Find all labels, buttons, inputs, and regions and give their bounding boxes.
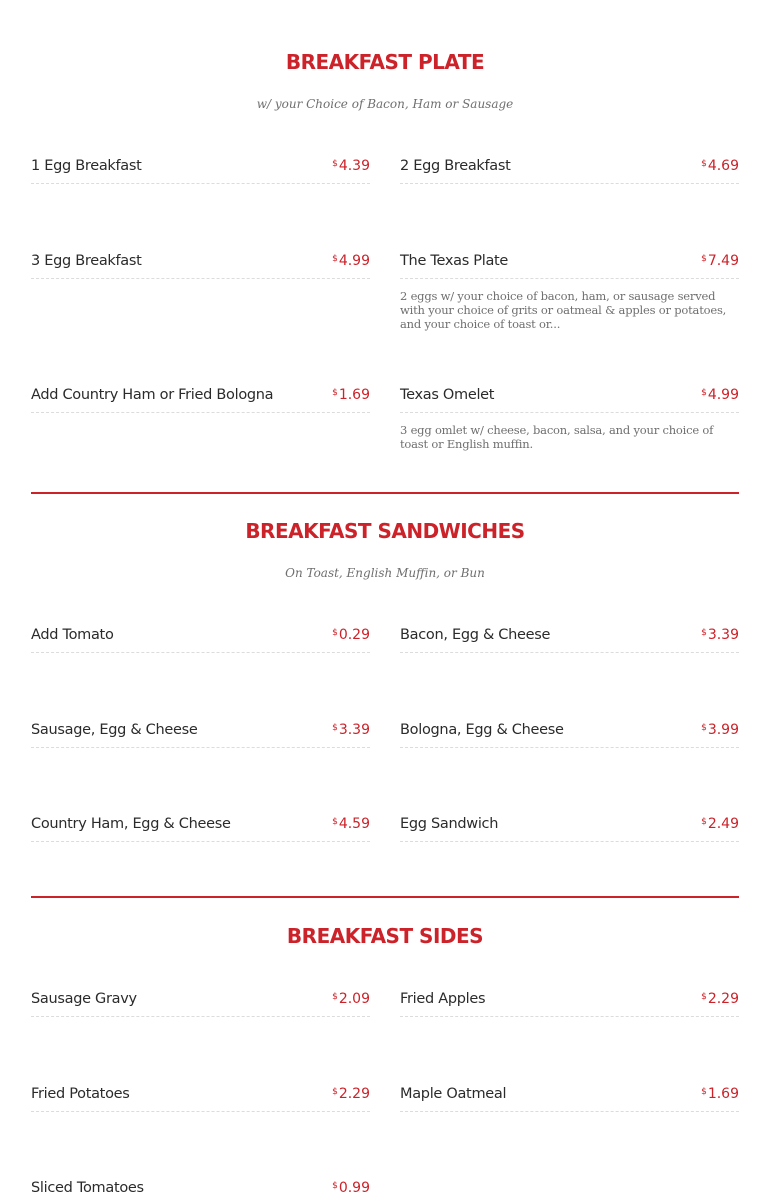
menu-item[interactable] <box>31 155 370 184</box>
item-description: 2 eggs w/ your choice of bacon, ham, or sausage served with your choice of grits or oatmeal & apples or potatoes, and your choice of toast or... <box>400 289 727 331</box>
currency-symbol: $ <box>332 388 338 398</box>
item-price: $4.99 <box>332 253 370 269</box>
currency-symbol: $ <box>332 817 338 827</box>
item-price: $4.69 <box>701 158 739 174</box>
menu-item[interactable] <box>400 384 739 451</box>
item-name: Add Tomato <box>31 627 114 643</box>
currency-symbol: $ <box>701 254 707 264</box>
currency-symbol: $ <box>701 388 707 398</box>
item-description: 3 egg omlet w/ cheese, bacon, salsa, and your choice of toast or English muffin. <box>400 423 714 451</box>
item-price: $0.29 <box>332 627 370 643</box>
section-title: BREAKFAST SIDES <box>286 924 484 948</box>
menu-item[interactable] <box>400 624 739 653</box>
currency-symbol: $ <box>332 628 338 638</box>
menu-item[interactable] <box>400 155 739 184</box>
currency-symbol: $ <box>332 1181 338 1191</box>
menu-item[interactable] <box>31 624 370 653</box>
menu-item[interactable] <box>400 719 739 748</box>
section-divider <box>31 896 739 898</box>
item-name: Sliced Tomatoes <box>31 1180 144 1192</box>
menu-item[interactable] <box>31 719 370 748</box>
currency-symbol: $ <box>701 159 707 169</box>
currency-symbol: $ <box>701 817 707 827</box>
item-price: $2.49 <box>701 816 739 832</box>
item-name: 3 Egg Breakfast <box>31 253 142 269</box>
item-name: Country Ham, Egg & Cheese <box>31 816 231 832</box>
item-name: The Texas Plate <box>400 253 509 269</box>
currency-symbol: $ <box>332 254 338 264</box>
menu-item[interactable] <box>400 813 739 842</box>
section-title: BREAKFAST SANDWICHES <box>245 519 525 543</box>
section-title: BREAKFAST PLATE <box>285 50 485 74</box>
menu-item[interactable] <box>400 1083 739 1112</box>
item-price: $1.69 <box>332 387 370 403</box>
item-price: $2.29 <box>701 991 739 1007</box>
item-price: $3.39 <box>332 722 370 738</box>
item-price: $2.09 <box>332 991 370 1007</box>
item-price: $1.69 <box>701 1086 739 1102</box>
currency-symbol: $ <box>701 1087 707 1097</box>
currency-symbol: $ <box>332 159 338 169</box>
item-name: Maple Oatmeal <box>400 1086 507 1102</box>
menu-item[interactable] <box>31 384 370 413</box>
section-subtitle: w/ your Choice of Bacon, Ham or Sausage <box>256 97 514 111</box>
item-name: Fried Apples <box>400 991 486 1007</box>
item-name: Bacon, Egg & Cheese <box>400 627 551 643</box>
menu-item[interactable] <box>400 250 739 331</box>
menu-item[interactable] <box>31 988 370 1017</box>
item-name: 1 Egg Breakfast <box>31 158 142 174</box>
item-name: Sausage Gravy <box>31 991 137 1007</box>
item-price: $4.39 <box>332 158 370 174</box>
menu-item[interactable] <box>31 1177 370 1192</box>
section-divider <box>31 492 739 494</box>
item-name: Texas Omelet <box>400 387 495 403</box>
item-name: Bologna, Egg & Cheese <box>400 722 564 738</box>
currency-symbol: $ <box>332 723 338 733</box>
currency-symbol: $ <box>701 628 707 638</box>
section-subtitle: On Toast, English Muffin, or Bun <box>285 566 485 580</box>
item-price: $7.49 <box>701 253 739 269</box>
item-price: $0.99 <box>332 1180 370 1192</box>
item-price: $4.59 <box>332 816 370 832</box>
item-name: Add Country Ham or Fried Bologna <box>31 387 274 403</box>
item-price: $4.99 <box>701 387 739 403</box>
item-name: Egg Sandwich <box>400 816 499 832</box>
menu-item[interactable] <box>31 1083 370 1112</box>
menu-item[interactable] <box>400 988 739 1017</box>
menu-item[interactable] <box>31 250 370 279</box>
item-price: $3.99 <box>701 722 739 738</box>
item-price: $2.29 <box>332 1086 370 1102</box>
item-name: Sausage, Egg & Cheese <box>31 722 198 738</box>
item-name: 2 Egg Breakfast <box>400 158 511 174</box>
currency-symbol: $ <box>332 992 338 1002</box>
currency-symbol: $ <box>332 1087 338 1097</box>
currency-symbol: $ <box>701 992 707 1002</box>
item-price: $3.39 <box>701 627 739 643</box>
currency-symbol: $ <box>701 723 707 733</box>
item-name: Fried Potatoes <box>31 1086 130 1102</box>
menu-item[interactable] <box>31 813 370 842</box>
